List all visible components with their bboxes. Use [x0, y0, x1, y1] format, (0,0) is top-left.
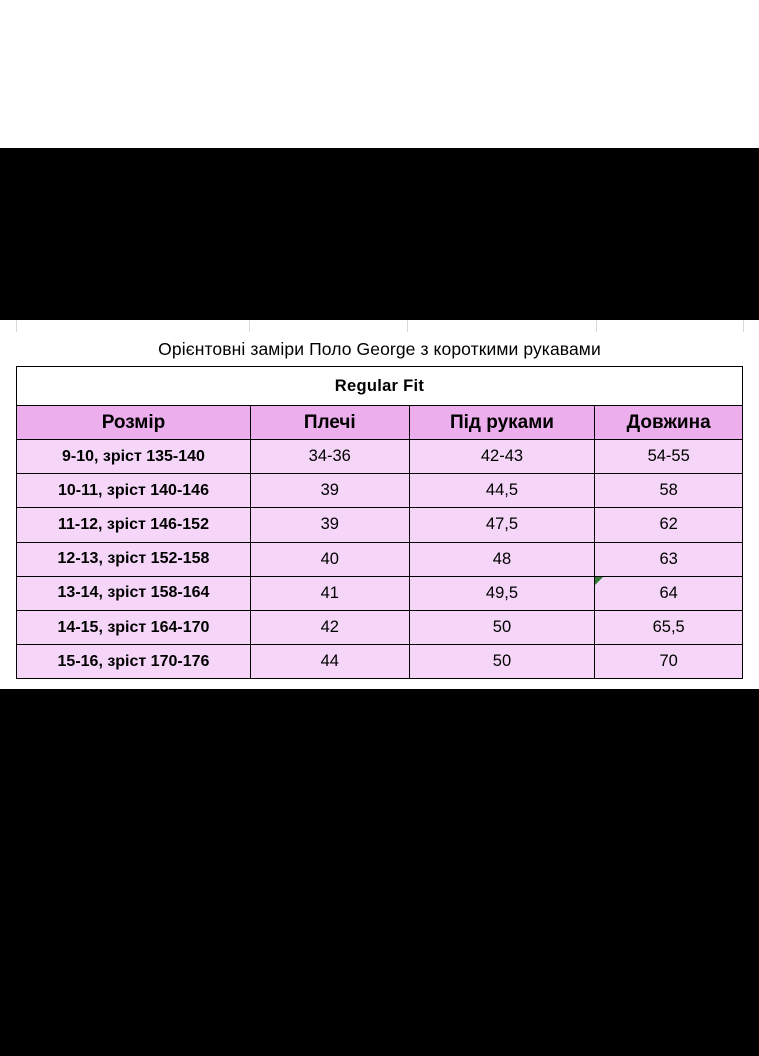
gridline-hint [407, 320, 408, 332]
cell-length: 62 [595, 508, 743, 542]
fit-title-row [17, 367, 743, 406]
cell-underarms: 50 [409, 645, 595, 679]
cell-shoulders: 39 [250, 474, 409, 508]
document-title: Орієнтовні заміри Поло George з короткими рукавами [158, 338, 601, 359]
cell-shoulders: 34-36 [250, 440, 409, 474]
cell-underarms: 48 [409, 542, 595, 576]
lower-black-letterbox [0, 712, 759, 1056]
cell-size: 13-14, зріст 158-164 [17, 576, 251, 610]
gridline-hint [249, 320, 250, 332]
cell-underarms: 50 [409, 610, 595, 644]
cell-length: 54-55 [595, 440, 743, 474]
cell-underarms: 49,5 [409, 576, 595, 610]
cell-shoulders: 42 [250, 610, 409, 644]
cell-size: 9-10, зріст 135-140 [17, 440, 251, 474]
cell-size: 12-13, зріст 152-158 [17, 542, 251, 576]
cell-size: 14-15, зріст 164-170 [17, 610, 251, 644]
size-table-wrapper [0, 366, 759, 679]
sheet-top-padding [0, 320, 759, 332]
cell-underarms: 44,5 [409, 474, 595, 508]
table-row [17, 576, 743, 610]
column-header-shoulders: Плечі [250, 406, 409, 440]
column-header-underarms: Під руками [409, 406, 595, 440]
gridline-hint [743, 320, 744, 332]
cell-shoulders: 39 [250, 508, 409, 542]
cell-size: 15-16, зріст 170-176 [17, 645, 251, 679]
cell-size: 11-12, зріст 146-152 [17, 508, 251, 542]
sheet-bottom-padding [0, 679, 759, 689]
cell-length: 58 [595, 474, 743, 508]
cell-size: 10-11, зріст 140-146 [17, 474, 251, 508]
cell-length: 64 [595, 576, 743, 610]
cell-length: 70 [595, 645, 743, 679]
table-row [17, 610, 743, 644]
upper-black-letterbox [0, 148, 759, 320]
table-row [17, 474, 743, 508]
spreadsheet-sheet [0, 320, 759, 689]
cell-shoulders: 44 [250, 645, 409, 679]
table-row [17, 542, 743, 576]
cell-shoulders: 40 [250, 542, 409, 576]
column-header-length: Довжина [595, 406, 743, 440]
cell-underarms: 42-43 [409, 440, 595, 474]
top-white-band [0, 0, 759, 148]
table-row [17, 440, 743, 474]
table-row [17, 508, 743, 542]
gridline-hint [596, 320, 597, 332]
size-table [16, 366, 743, 679]
fit-title-cell: Regular Fit [17, 367, 743, 406]
column-header-size: Розмір [17, 406, 251, 440]
cell-length: 63 [595, 542, 743, 576]
table-header-row [17, 406, 743, 440]
cell-underarms: 47,5 [409, 508, 595, 542]
cell-length: 65,5 [595, 610, 743, 644]
cell-shoulders: 41 [250, 576, 409, 610]
gridline-hint [16, 320, 17, 332]
table-row [17, 645, 743, 679]
